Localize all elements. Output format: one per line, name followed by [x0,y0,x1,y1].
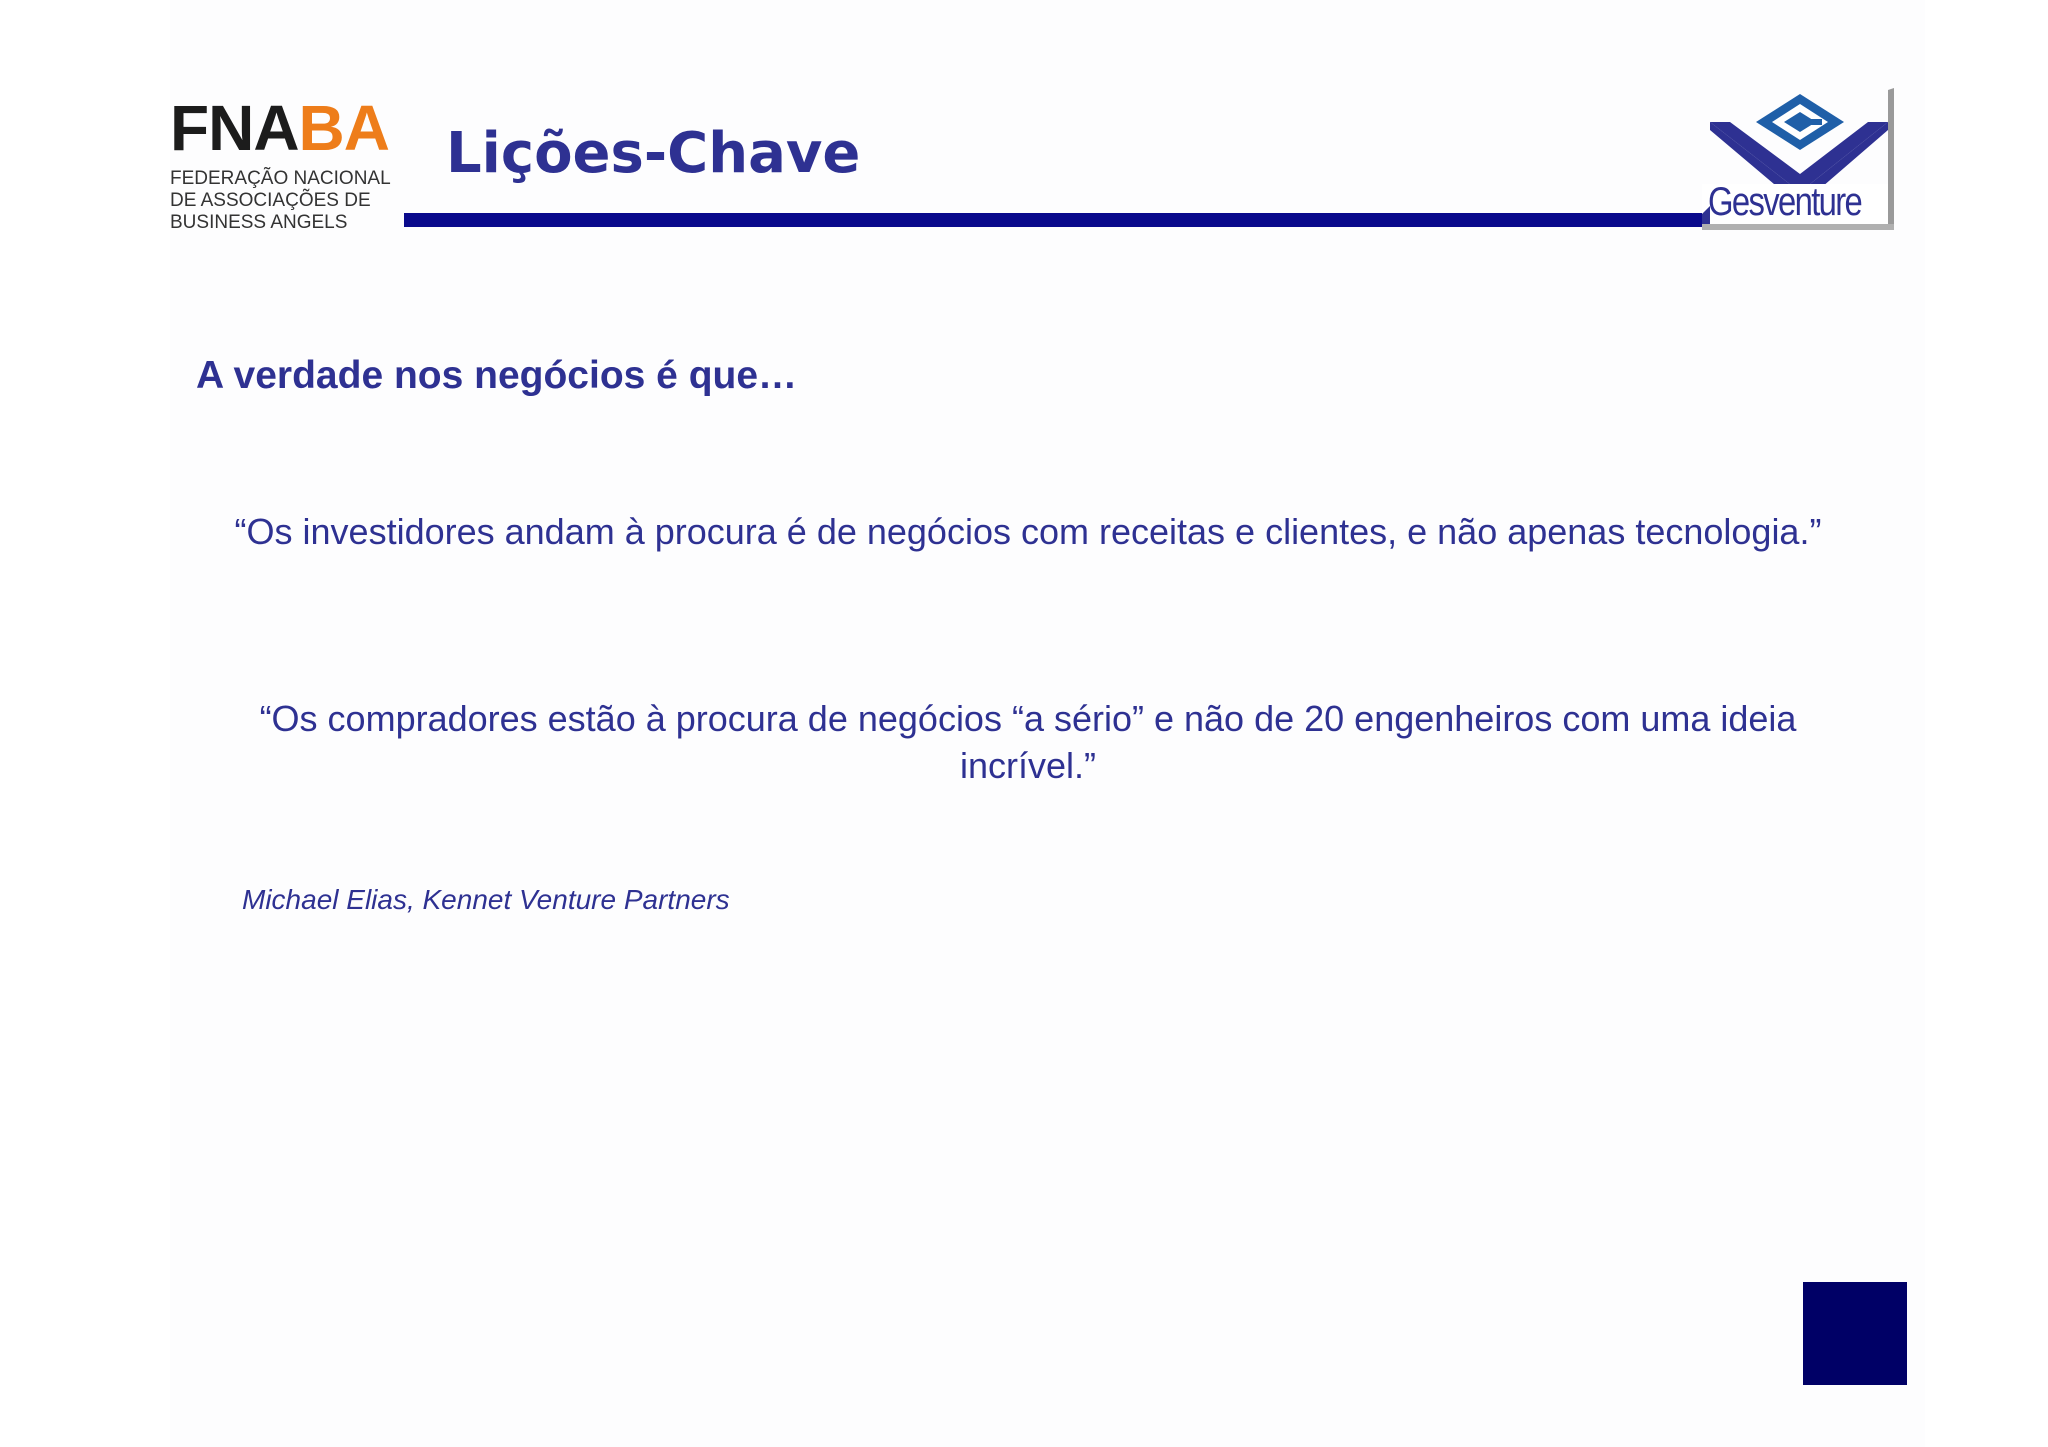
fnaba-logo-subtitle-line: BUSINESS ANGELS [170,212,348,233]
page-title: Lições-Chave [446,121,861,186]
fnaba-logo-word [170,92,389,164]
gesventure-logo [1700,88,1896,230]
fnaba-logo [170,92,410,236]
gesventure-logo-word: Gesventure [1708,180,1862,224]
quote-attribution: Michael Elias, Kennet Venture Partners [242,884,730,915]
fnaba-logo-word-ba: BA [298,92,389,164]
fnaba-logo-subtitle [170,168,410,234]
fnaba-logo-subtitle-line: DE ASSOCIAÇÕES DE [170,190,371,211]
quote: “Os investidores andam à procura é de negócios com receitas e clientes, e não apenas tecnologia.” [234,511,1822,552]
corner-square [1803,1282,1907,1385]
fnaba-logo-subtitle-line: FEDERAÇÃO NACIONAL [170,168,391,189]
quote: “Os compradores estão à procura de negócios “a sério” e não de 20 engenheiros com uma ideia incrível.” [259,698,1797,786]
title-rule [404,213,1774,227]
subheading: A verdade nos negócios é que… [196,354,798,397]
fnaba-logo-word-fna: FNA [170,92,299,164]
